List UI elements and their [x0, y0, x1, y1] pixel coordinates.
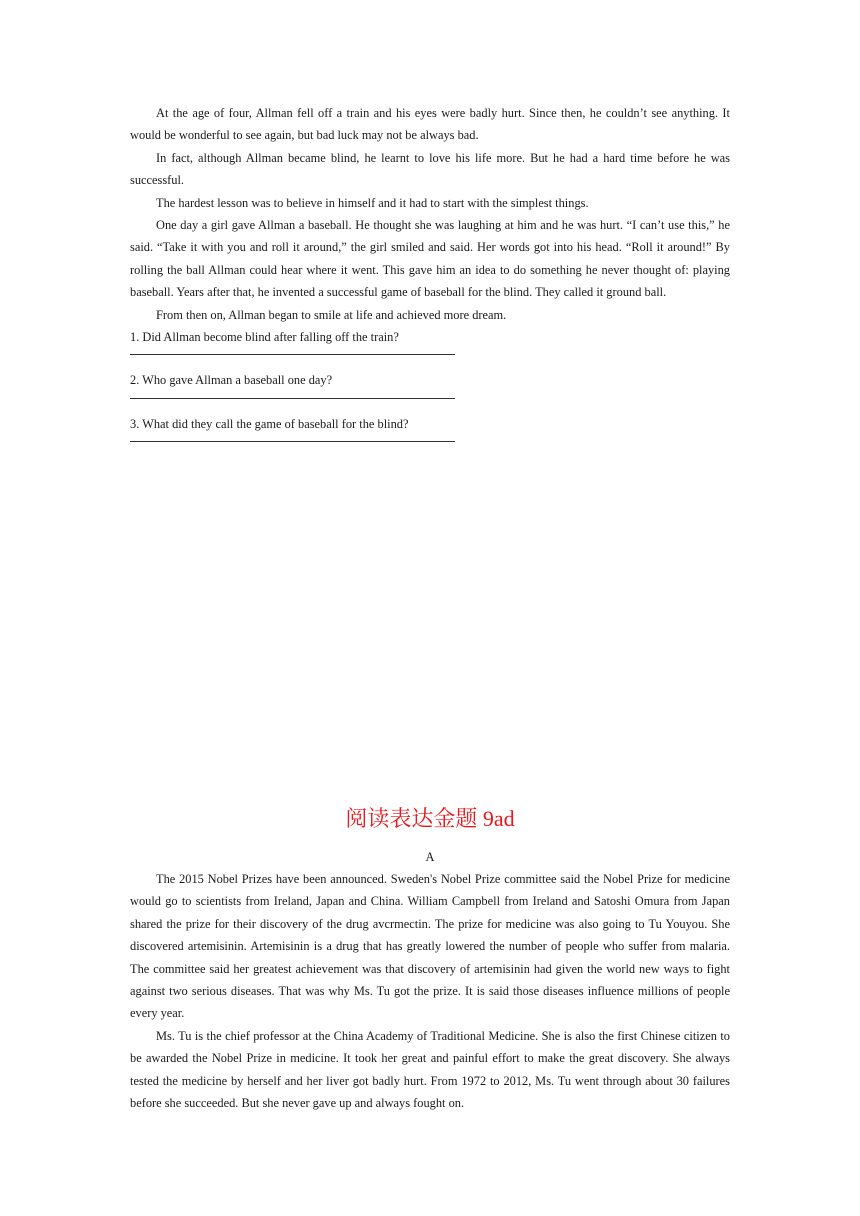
answer-line-2[interactable] [130, 398, 455, 399]
paragraph: Ms. Tu is the chief professor at the China Academy of Traditional Medicine. She is also the first Chinese citizen to be awarded the Nobel Prize in medicine. It took her great and painful effort to make the great discovery. She always tested the medicine by herself and her liver got badly hurt. From 1972 to 2012, Ms. Tu went through about 30 failures before she succeeded. But she never gave up and always fought on. [130, 1028, 730, 1111]
paragraph: The hardest lesson was to believe in himself and it had to start with the simplest things. [156, 195, 589, 210]
section-letter: A [425, 850, 435, 864]
paragraph: One day a girl gave Allman a baseball. He thought she was laughing at him and he was hurt. “I can’t use this,” he said. “Take it with you and roll it around,” the girl smiled and said. Her words got into his head. “Roll it around!” By rolling the ball Allman could hear where it went. This gave him an idea to do something he never thought of: playing baseball. Years after that, he invented a successful game of baseball for the blind. They called it ground ball. [130, 218, 730, 300]
passage-1 [130, 102, 730, 456]
answer-line-3[interactable] [130, 441, 455, 442]
question-2: 2. Who gave Allman a baseball one day? [130, 373, 333, 388]
paragraph: At the age of four, Allman fell off a train and his eyes were badly hurt. Since then, he couldn’t see anything. It would be wonderful to see again, but bad luck may not be always bad. [130, 106, 730, 143]
answer-line-1[interactable] [130, 354, 455, 355]
section-title: 阅读表达金题 9ad [345, 806, 515, 831]
question-1: 1. Did Allman become blind after falling off the train? [130, 330, 399, 345]
question-3: 3. What did they call the game of baseball for the blind? [130, 416, 409, 431]
paragraph: In fact, although Allman became blind, he learnt to love his life more. But he had a hard time before he was successful. [130, 150, 730, 188]
passage-2 [130, 868, 730, 1114]
paragraph: From then on, Allman began to smile at life and achieved more dream. [156, 307, 507, 322]
paragraph: The 2015 Nobel Prizes have been announced. Sweden's Nobel Prize committee said the Nobel Prize for medicine would go to scientists from Ireland, Japan and China. William Campbell from Ireland and Satoshi Omura from Japan shared the prize for their discovery of the drug avcrmectin. The prize for medicine was also going to Tu Youyou. She discovered artemisinin. Artemisinin is a drug that has greatly lowered the number of people who suffer from malaria. The committee said her greatest achievement was that discovery of artemisinin had given the world new ways to fight against two serious diseases. That was why Ms. Tu got the prize. It is said those diseases influence millions of people every year. [130, 872, 730, 1021]
